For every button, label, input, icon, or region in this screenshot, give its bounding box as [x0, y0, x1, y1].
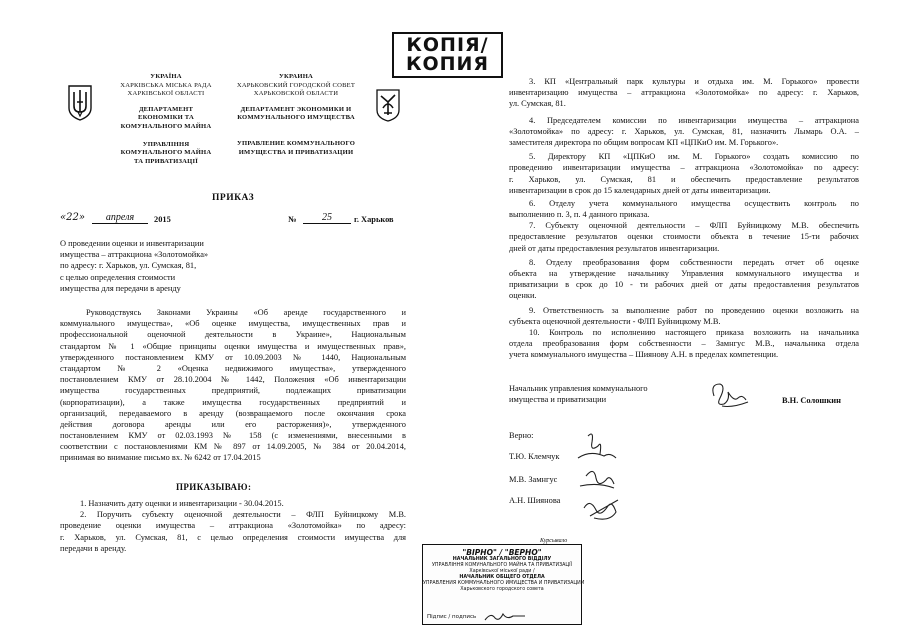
signatory-title-line: имущества и приватизации	[509, 395, 607, 405]
preamble-line: постановлением КМУ от 02.03.1993 № 158 (с изменениями, внесенными в	[60, 431, 406, 441]
header-ua-mgmt-2: КОМУНАЛЬНОГО МАЙНА	[120, 149, 212, 157]
order-item-line: оценки.	[509, 291, 537, 301]
order-item-line: г. Харьков, ул. Сумская, 81, с целью определения стоимости имущества для	[60, 532, 406, 542]
header-ua-council-1: ХАРКІВСЬКА МІСЬКА РАДА	[120, 81, 212, 89]
header-ua-dept-3: КОМУНАЛЬНОГО МАЙНА	[120, 122, 212, 130]
order-number-prefix: №	[288, 215, 297, 224]
stamp-line: НАЧАЛЬНИК ЗАГАЛЬНОГО ВІДДІЛУ	[452, 557, 552, 562]
subject-line: О проведении оценки и инвентаризации	[60, 239, 204, 248]
order-item-line: предоставление результатов оценки стоимости объекта в течение 15-ти рабочих	[509, 232, 859, 242]
order-preamble	[60, 307, 406, 464]
preamble-line: действия договора аренды или его расторжения)», утвержденного	[60, 419, 406, 429]
subject-line: с целью определения стоимости	[60, 272, 176, 282]
order-item-line: 8. Отделу преобразования форм собственности передать отчет об оценке	[529, 257, 859, 267]
preamble-line: постановлением КМУ от 28.10.2004 № 1442, Положения «Об инвентаризации	[60, 375, 406, 385]
preamble-line: профессиональной оценочной деятельности в Украине», Национальным	[60, 330, 406, 340]
preamble-line: стандартом № 2 «Оценка недвижимого имущества», утвержденного	[60, 363, 406, 373]
orders-heading: ПРИКАЗЫВАЮ:	[176, 482, 252, 492]
order-subject	[60, 238, 260, 294]
verification-signatures-mark	[570, 428, 630, 528]
order-item-line: отдела преобразования форм собственности – Замнгус М.В., начальника отдела	[509, 339, 859, 349]
header-ua-mgmt-1: УПРАВЛІННЯ	[142, 140, 190, 148]
order-item-line: г. Харьков, ул. Сумская, 81 и обеспечить предоставление результатов	[509, 174, 859, 184]
verified-name-2: М.В. Замнгус	[509, 475, 558, 484]
order-item-line: передачи в аренду.	[60, 543, 127, 553]
order-item-line: выполнению п. 3, п. 4 данного приказа.	[509, 210, 650, 220]
signatory-title-line: Начальник управления коммунального	[509, 384, 648, 393]
trident-emblem-icon	[66, 84, 94, 122]
header-ua-mgmt-3: ТА ПРИВАТИЗАЦІЇ	[134, 157, 198, 165]
header-ru-mgmt-1: УПРАВЛЕНИЕ КОММУНАЛЬНОГО	[236, 139, 356, 147]
stamp-line: УПРАВЛЕНИЯ КОММУНАЛЬНОГО ИМУЩЕСТВА И ПРИВАТИЗАЦИИ	[423, 581, 585, 586]
order-items-right	[509, 76, 859, 361]
signatory-title	[509, 383, 729, 405]
order-item-line: субъекта оценочной деятельности - ФЛП Буйницкому М.В.	[509, 316, 721, 326]
stamp-verno: "ВІРНО" / "ВЕРНО"	[462, 548, 542, 557]
order-year: 2015	[154, 215, 171, 224]
order-item-line: инвентаризацию имущества – аттракциона «Золотомойка» по адресу: г. Харьков,	[509, 88, 859, 98]
preamble-line: коммунального имущества», «Об оценке имущества, имущественных прав и	[60, 319, 406, 329]
copy-stamp-line1: КОПІЯ/	[406, 34, 489, 56]
stamp-line: Харківської міської ради /	[469, 569, 535, 574]
order-item-line: проведению инвентаризации имущества – аттракциона «Золотомойка» по адресу:	[509, 163, 859, 173]
header-ru-dept-2: КОММУНАЛЬНОГО ИМУЩЕСТВА	[237, 114, 355, 122]
order-item-line: ул. Сумская, 81.	[509, 99, 566, 109]
preamble-line: стандартом № 1 «Общие принципы оценки имущества и имущественных прав»,	[60, 341, 406, 351]
copy-stamp	[392, 32, 503, 78]
certification-stamp	[422, 544, 585, 625]
preamble-line: соответствии с постановлениями КМ № 897 от 14.09.2005, № 384 от 20.04.2014,	[60, 442, 406, 452]
copy-stamp-line2: КОПИЯ	[405, 53, 490, 75]
order-item-line: 4. Председателем комиссии по инвентаризации имущества – аттракциона	[529, 115, 859, 125]
order-item-line: объекта на утверждение начальнику Управления коммунального имущества и	[509, 269, 859, 278]
order-item-line: инвентаризации в срок до 15 календарных дней от даты инвентаризации.	[509, 185, 771, 195]
order-number: 25	[303, 212, 351, 224]
preamble-line: имущества государственных предприятий, подлежащих приватизации	[60, 386, 406, 396]
order-day: «22»	[60, 212, 85, 223]
subject-line: имущества для передачи в аренду	[60, 283, 181, 293]
order-city: г. Харьков	[354, 215, 394, 224]
order-items-left	[60, 498, 406, 554]
verified-name-1: Т.Ю. Клемчук	[509, 452, 560, 461]
preamble-line: (корпоратизации), а также имущества государственных предприятий и	[60, 397, 406, 407]
header-ru-country: УКРАИНА	[279, 73, 313, 80]
stamp-signature-mark	[483, 610, 527, 622]
stamp-small-note: Курсывало	[540, 538, 568, 544]
order-date-line	[60, 214, 406, 228]
order-item-line: 1. Назначить дату оценки и инвентаризации - 30.04.2015.	[80, 499, 284, 508]
order-item-line: 5. Директору КП «ЦПКиО им. М. Горького» создать комиссию по	[529, 152, 859, 162]
preamble-line: организаций, передаваемого в аренду (возвращаемого после окончания срока	[60, 408, 406, 418]
header-ua-dept-1: ДЕПАРТАМЕНТ	[138, 105, 194, 113]
subject-line: имущества – аттракциона «Золотомойка»	[60, 250, 209, 260]
preamble-line: утвержденного постановлением КМУ от 10.09.2003 № 1440, Национальным	[60, 352, 406, 362]
verified-label: Верно:	[509, 431, 534, 440]
header-ua-dept-2: ЕКОНОМІКИ ТА	[138, 114, 194, 122]
header-ru-dept-1: ДЕПАРТАМЕНТ ЭКОНОМИКИ И	[240, 105, 352, 113]
order-item-line: приватизации в срок до 10 - ти рабочих дней от даты предоставления результатов	[509, 280, 859, 290]
header-ru-council-1: ХАРЬКОВСКИЙ ГОРОДСКОЙ СОВЕТ	[236, 81, 356, 89]
stamp-line: НАЧАЛЬНИК ОБЩЕГО ОТДЕЛА	[459, 575, 545, 580]
order-item-line: 7. Субъекту оценочной деятельности – ФЛП Буйницкому М.В. обеспечить	[529, 221, 859, 231]
head-signature-mark	[708, 380, 752, 410]
order-item-line: 2. Поручить субъекту оценочной деятельности – ФЛП Буйницкому М.В.	[80, 510, 406, 520]
stamp-line: Харьковского городского совета	[460, 587, 544, 592]
order-item-line: 9. Ответственность за выполнение работ по проведению оценки возложить на	[529, 305, 859, 315]
order-item-line: 10. Контроль по исполнению настоящего приказа возложить на начальника	[529, 327, 859, 337]
order-item-line: проведение оценки имущества – аттракциона «Золотомойка» по адресу:	[60, 521, 406, 531]
header-ua-council-2: ХАРКІВСЬКОЇ ОБЛАСТІ	[127, 90, 205, 98]
preamble-line: Руководствуясь Законами Украины «Об аренде государственного и	[86, 308, 406, 317]
subject-line: по адресу: г. Харьков, ул. Сумская, 81,	[60, 261, 197, 271]
order-item-line: 3. КП «Центральный парк культуры и отдыха им. М. Горького» провести	[529, 77, 859, 86]
header-russian	[222, 73, 370, 157]
order-item-line: учета коммунального имущества – Шиянову А.Н. в пределах компетенции.	[509, 350, 779, 360]
order-item-line: 6. Отделу учета коммунального имущества осуществить контроль по	[529, 198, 859, 208]
header-ua-country: УКРАЇНА	[150, 73, 182, 80]
verified-name-3: А.Н. Шиянова	[509, 496, 561, 505]
header-ru-mgmt-2: ИМУЩЕСТВА И ПРИВАТИЗАЦИИ	[238, 148, 354, 156]
stamp-sign-label: Підпис / подпись	[427, 614, 477, 620]
order-title: ПРИКАЗ	[212, 193, 255, 203]
signatory-name: В.Н. Солошкин	[782, 396, 841, 405]
stamp-line: УПРАВЛІННЯ КОМУНАЛЬНОГО МАЙНА ТА ПРИВАТИЗАЦІЇ	[432, 563, 572, 568]
kharkiv-emblem-icon	[375, 88, 401, 122]
header-ukrainian	[96, 73, 236, 166]
order-item-line: «Золотомойка» по адресу: г. Харьков, ул. Сумская, 81, назначить Лымарь О.А. –	[509, 126, 859, 136]
order-item-line: дней от даты предоставления результатов инвентаризации.	[509, 243, 720, 253]
order-item-line: заместителя директора по общим вопросам КП «ЦПКиО им. М. Горького».	[509, 137, 779, 147]
preamble-line: принимая во внимание письмо вх. № 6242 от 17.04.2015	[60, 453, 261, 463]
order-month: апреля	[92, 212, 148, 224]
header-ru-council-2: ХАРЬКОВСКОЙ ОБЛАСТИ	[253, 90, 339, 98]
